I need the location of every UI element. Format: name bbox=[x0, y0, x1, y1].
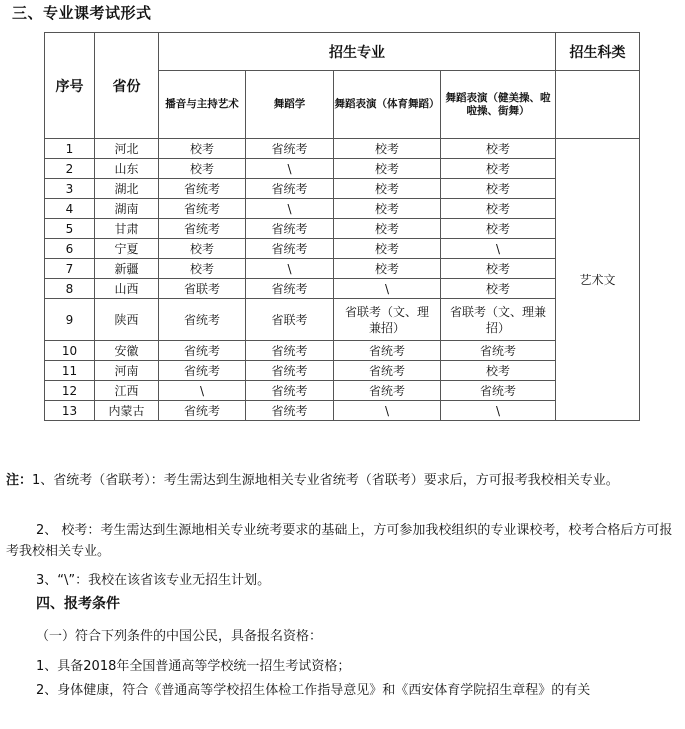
cell-no: 3 bbox=[45, 179, 95, 199]
cell-major-4: 校考 bbox=[441, 179, 556, 199]
cell-major-2: \ bbox=[246, 159, 334, 179]
cell-major-4: 省统考 bbox=[441, 381, 556, 401]
cell-major-4: \ bbox=[441, 401, 556, 421]
cell-major-4: 校考 bbox=[441, 279, 556, 299]
cell-major-1: 省统考 bbox=[159, 401, 246, 421]
cell-no: 6 bbox=[45, 239, 95, 259]
cell-major-2: 省联考 bbox=[246, 299, 334, 341]
cell-major-4: \ bbox=[441, 239, 556, 259]
cell-province: 湖北 bbox=[95, 179, 159, 199]
section3-heading: 三、专业课考试形式 bbox=[12, 4, 152, 22]
cell-major-3: 省统考 bbox=[334, 361, 441, 381]
cell-major-1: 省统考 bbox=[159, 179, 246, 199]
cell-major-1: 校考 bbox=[159, 259, 246, 279]
cell-major-2: 省统考 bbox=[246, 401, 334, 421]
note-1-text: 1、省统考（省联考）：考生需达到生源地相关专业省统考（省联考）要求后，方可报考我校相关专业。 bbox=[32, 473, 619, 488]
cell-major-3: \ bbox=[334, 279, 441, 299]
cell-major-2: 省统考 bbox=[246, 341, 334, 361]
cell-major-2: \ bbox=[246, 259, 334, 279]
note-1 bbox=[6, 470, 678, 491]
cell-no: 2 bbox=[45, 159, 95, 179]
header-category: 招生科类 bbox=[556, 33, 640, 71]
cell-no: 5 bbox=[45, 219, 95, 239]
cell-no: 11 bbox=[45, 361, 95, 381]
cell-province: 内蒙古 bbox=[95, 401, 159, 421]
cell-category: 艺术文 bbox=[556, 139, 640, 421]
cell-no: 1 bbox=[45, 139, 95, 159]
header-major-3: 舞蹈表演（体育舞蹈） bbox=[334, 71, 441, 139]
cell-province: 甘肃 bbox=[95, 219, 159, 239]
cell-major-4: 校考 bbox=[441, 259, 556, 279]
cell-no: 8 bbox=[45, 279, 95, 299]
note-2: 2、 校考：考生需达到生源地相关专业统考要求的基础上，方可参加我校组织的专业课校考，校考合格后方可报考我校相关专业。 bbox=[6, 523, 673, 559]
cell-major-4: 省联考（文、理兼招） bbox=[441, 299, 556, 341]
cell-no: 12 bbox=[45, 381, 95, 401]
header-major-4: 舞蹈表演（健美操、啦啦操、街舞） bbox=[441, 71, 556, 139]
cell-province: 湖南 bbox=[95, 199, 159, 219]
table-row bbox=[45, 361, 640, 381]
cell-major-3: 校考 bbox=[334, 159, 441, 179]
condition-item-1: 1、具备2018年全国普通高等学校统一招生考试资格； bbox=[36, 659, 351, 674]
cell-major-2: 省统考 bbox=[246, 239, 334, 259]
header-category-blank bbox=[556, 71, 640, 139]
cell-major-1: 校考 bbox=[159, 139, 246, 159]
cell-major-3: \ bbox=[334, 401, 441, 421]
cell-major-3: 校考 bbox=[334, 139, 441, 159]
cell-major-3: 校考 bbox=[334, 259, 441, 279]
cell-major-1: 校考 bbox=[159, 159, 246, 179]
cell-major-3: 校考 bbox=[334, 239, 441, 259]
table-row bbox=[45, 259, 640, 279]
cell-major-2: 省统考 bbox=[246, 361, 334, 381]
cell-major-1: \ bbox=[159, 381, 246, 401]
cell-major-3: 省联考（文、理兼招） bbox=[334, 299, 441, 341]
cell-major-3: 校考 bbox=[334, 219, 441, 239]
exam-format-table bbox=[44, 32, 640, 421]
condition-intro: （一）符合下列条件的中国公民，具备报名资格： bbox=[36, 629, 323, 644]
cell-province: 新疆 bbox=[95, 259, 159, 279]
cell-major-1: 省联考 bbox=[159, 279, 246, 299]
cell-province: 河北 bbox=[95, 139, 159, 159]
table-row bbox=[45, 279, 640, 299]
cell-major-1: 省统考 bbox=[159, 199, 246, 219]
cell-province: 宁夏 bbox=[95, 239, 159, 259]
table-row bbox=[45, 199, 640, 219]
cell-major-4: 省统考 bbox=[441, 341, 556, 361]
cell-major-1: 省统考 bbox=[159, 341, 246, 361]
cell-major-2: 省统考 bbox=[246, 381, 334, 401]
table-row bbox=[45, 179, 640, 199]
table-row bbox=[45, 341, 640, 361]
table-row bbox=[45, 381, 640, 401]
cell-major-4: 校考 bbox=[441, 139, 556, 159]
cell-no: 13 bbox=[45, 401, 95, 421]
table-row bbox=[45, 159, 640, 179]
cell-major-1: 省统考 bbox=[159, 299, 246, 341]
header-major-group: 招生专业 bbox=[159, 33, 556, 71]
table-row bbox=[45, 219, 640, 239]
cell-no: 4 bbox=[45, 199, 95, 219]
cell-major-2: \ bbox=[246, 199, 334, 219]
cell-major-4: 校考 bbox=[441, 199, 556, 219]
cell-major-4: 校考 bbox=[441, 361, 556, 381]
cell-province: 安徽 bbox=[95, 341, 159, 361]
section4-heading: 四、报考条件 bbox=[36, 596, 120, 612]
note-prefix: 注： bbox=[6, 473, 33, 488]
cell-major-2: 省统考 bbox=[246, 279, 334, 299]
cell-major-2: 省统考 bbox=[246, 219, 334, 239]
cell-major-3: 省统考 bbox=[334, 341, 441, 361]
header-province: 省份 bbox=[95, 33, 159, 139]
cell-province: 山东 bbox=[95, 159, 159, 179]
cell-major-4: 校考 bbox=[441, 219, 556, 239]
header-major-1: 播音与主持艺术 bbox=[159, 71, 246, 139]
cell-major-3: 校考 bbox=[334, 179, 441, 199]
cell-major-2: 省统考 bbox=[246, 139, 334, 159]
table-row bbox=[45, 401, 640, 421]
cell-province: 江西 bbox=[95, 381, 159, 401]
cell-major-1: 省统考 bbox=[159, 219, 246, 239]
table-row bbox=[45, 299, 640, 341]
cell-no: 7 bbox=[45, 259, 95, 279]
cell-no: 9 bbox=[45, 299, 95, 341]
cell-major-2: 省统考 bbox=[246, 179, 334, 199]
cell-no: 10 bbox=[45, 341, 95, 361]
condition-item-2: 2、身体健康，符合《普通高等学校招生体检工作指导意见》和《西安体育学院招生章程》的有关 bbox=[36, 683, 591, 698]
cell-major-3: 校考 bbox=[334, 199, 441, 219]
header-major-2: 舞蹈学 bbox=[246, 71, 334, 139]
header-seq: 序号 bbox=[45, 33, 95, 139]
cell-major-1: 省统考 bbox=[159, 361, 246, 381]
cell-province: 山西 bbox=[95, 279, 159, 299]
cell-major-4: 校考 bbox=[441, 159, 556, 179]
cell-province: 河南 bbox=[95, 361, 159, 381]
cell-major-3: 省统考 bbox=[334, 381, 441, 401]
cell-major-1: 校考 bbox=[159, 239, 246, 259]
table-row bbox=[45, 239, 640, 259]
note-3: 3、“\”：我校在该省该专业无招生计划。 bbox=[36, 573, 271, 588]
cell-province: 陕西 bbox=[95, 299, 159, 341]
table-row bbox=[45, 139, 640, 159]
